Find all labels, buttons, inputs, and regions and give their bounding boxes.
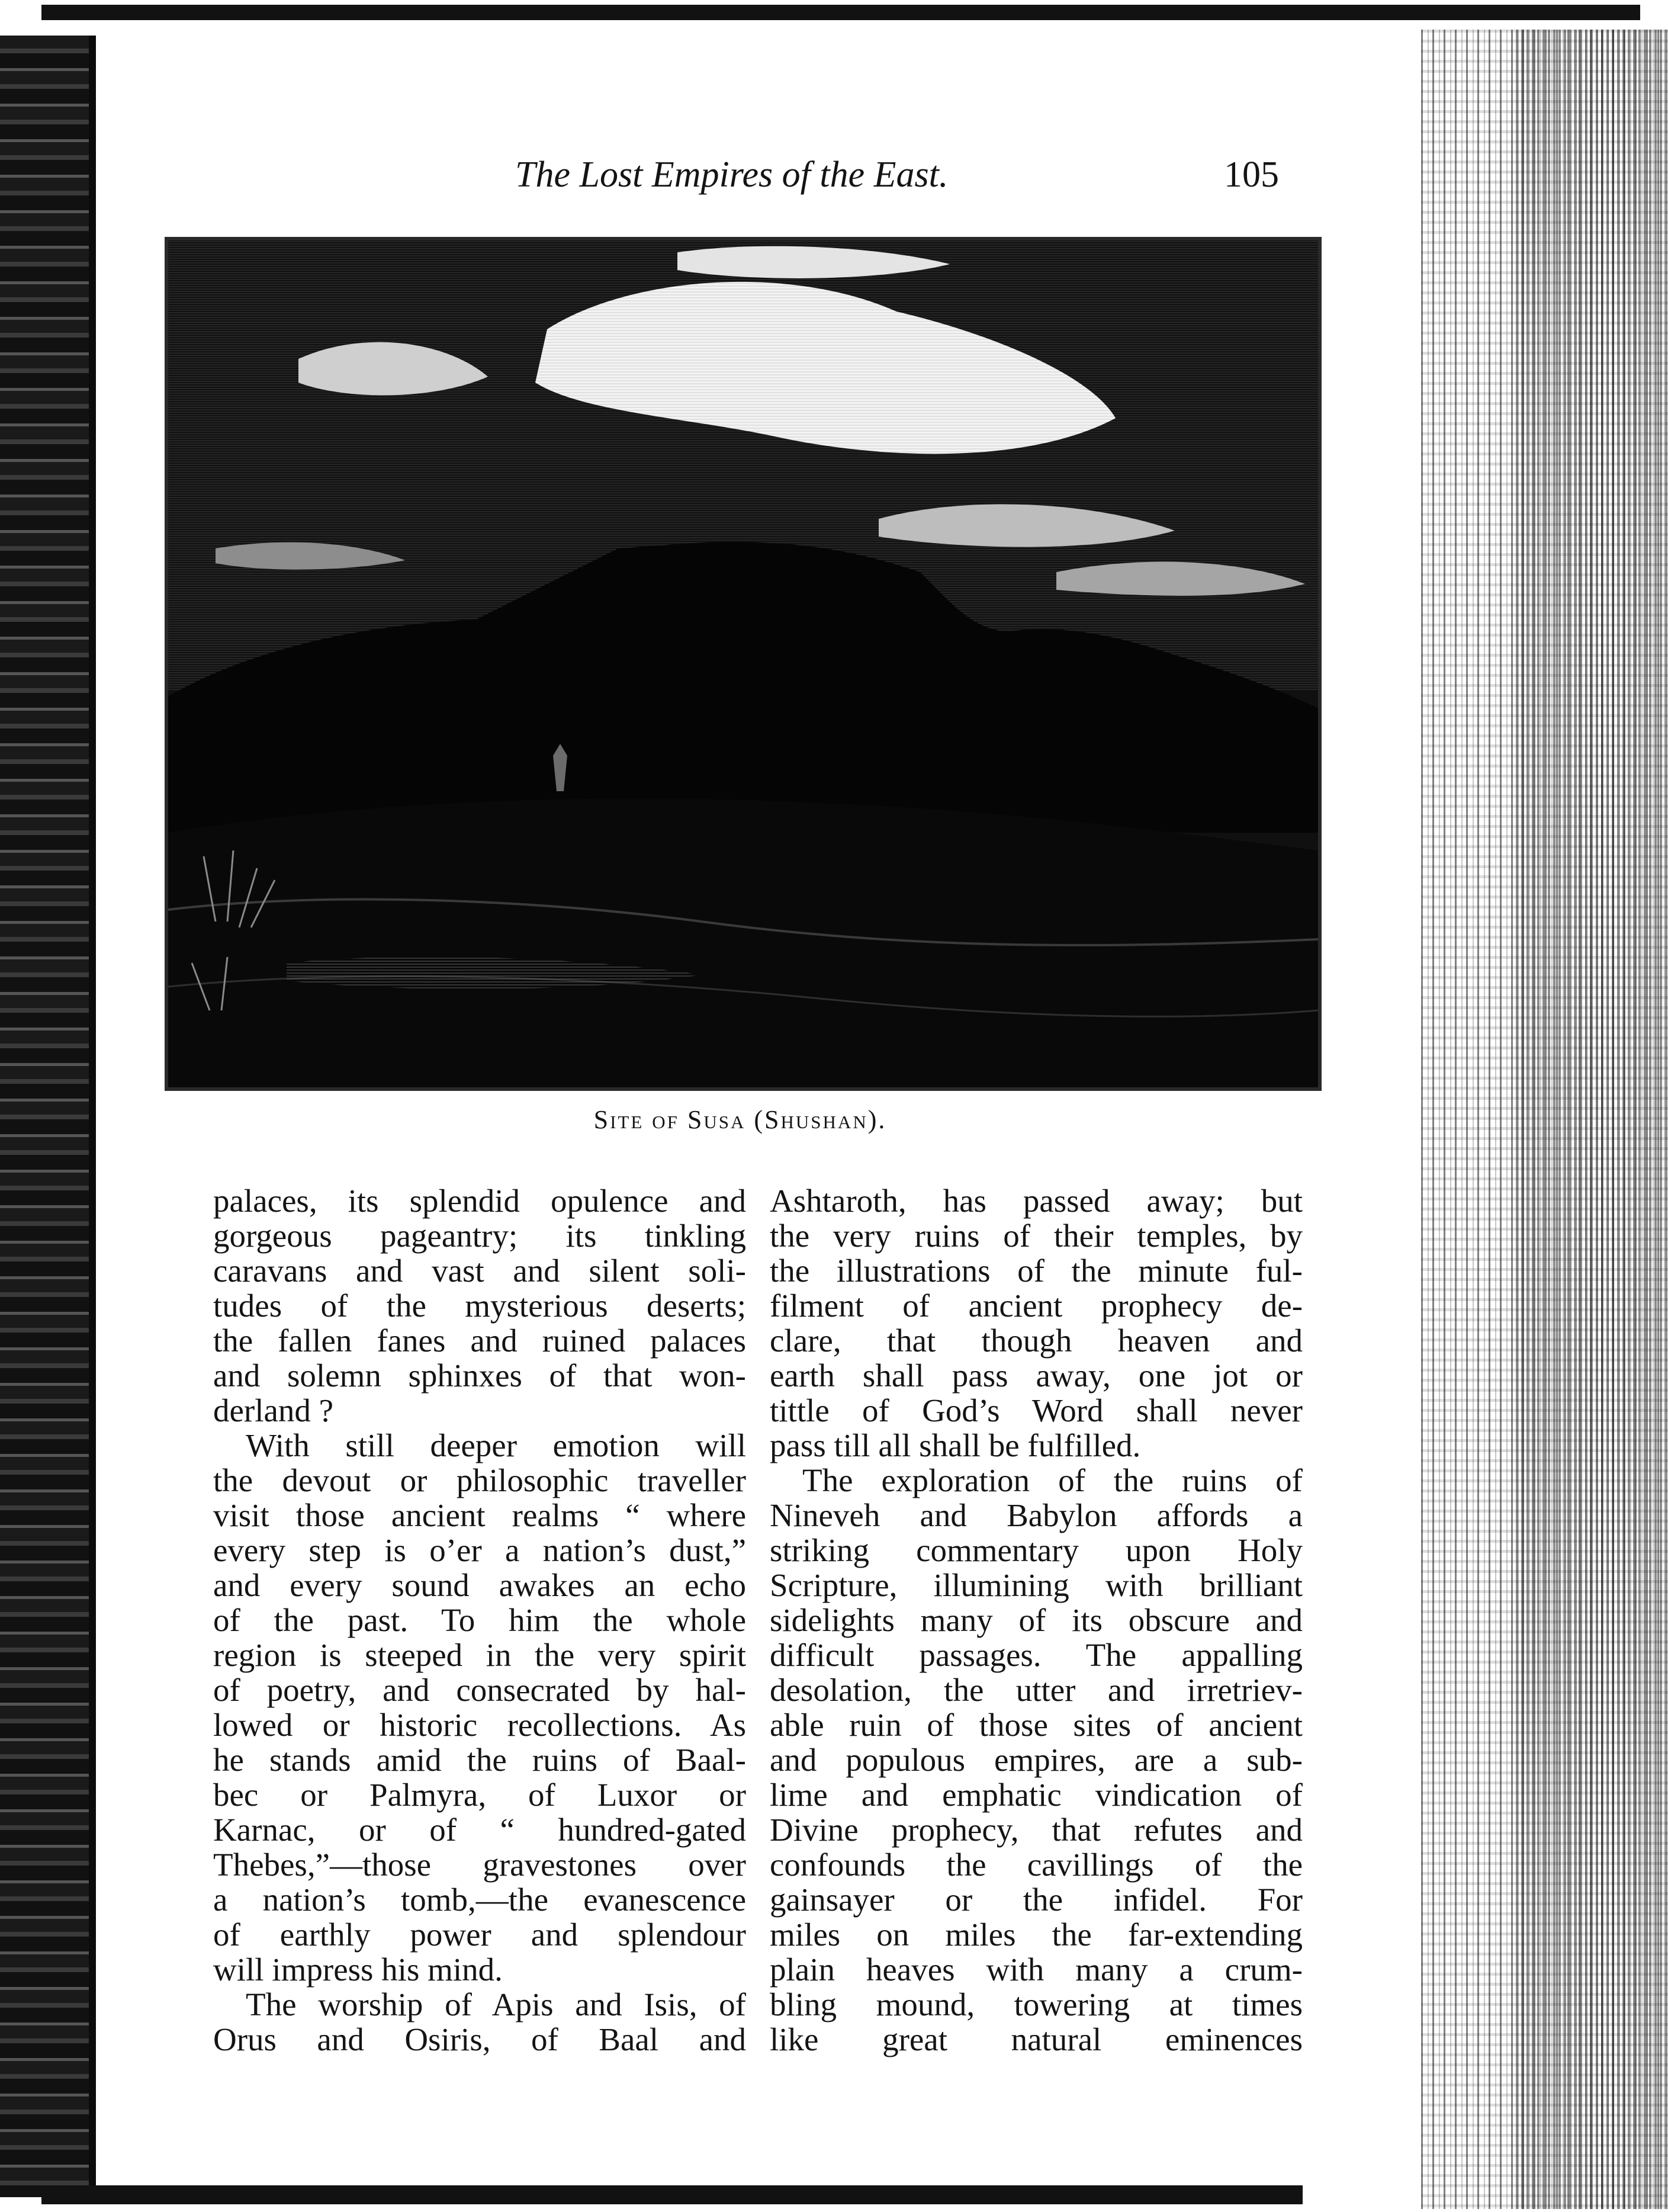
- text-line: lime and emphatic vindication of: [770, 1777, 1303, 1813]
- text-line: Divine prophecy, that refutes and: [770, 1812, 1303, 1848]
- right-text-column: [770, 1183, 1303, 2057]
- text-line: sidelights many of its obscure and: [770, 1602, 1303, 1638]
- text-line: Scripture, illumining with brilliant: [770, 1567, 1303, 1603]
- text-line: striking commentary upon Holy: [770, 1532, 1303, 1568]
- left-text-column: [213, 1183, 746, 2057]
- text-line: visit those ancient realms “ where: [213, 1497, 746, 1533]
- top-border: [41, 5, 1640, 20]
- text-line: the devout or philosophic traveller: [213, 1462, 746, 1498]
- text-line: of poetry, and consecrated by hal-: [213, 1672, 746, 1708]
- text-line: the illustrations of the minute ful-: [770, 1253, 1303, 1289]
- text-line: gainsayer or the infidel. For: [770, 1882, 1303, 1918]
- text-line: of the past. To him the whole: [213, 1602, 746, 1638]
- text-line: the fallen fanes and ruined palaces: [213, 1322, 746, 1359]
- text-line: he stands amid the ruins of Baal-: [213, 1742, 746, 1778]
- text-line: palaces, its splendid opulence and: [213, 1183, 746, 1219]
- text-line: miles on miles the far-extending: [770, 1916, 1303, 1953]
- page-gutter-shadow: [89, 36, 96, 2197]
- text-line: clare, that though heaven and: [770, 1322, 1303, 1359]
- text-line: every step is o’er a nation’s dust,”: [213, 1532, 746, 1568]
- text-line: lowed or historic recollections. As: [213, 1707, 746, 1743]
- bottom-border: [41, 2185, 1303, 2204]
- text-line: and solemn sphinxes of that won-: [213, 1357, 746, 1394]
- text-line: Orus and Osiris, of Baal and: [213, 2021, 746, 2057]
- text-line: Karnac, or of “ hundred-gated: [213, 1812, 746, 1848]
- text-line: able ruin of those sites of ancient: [770, 1707, 1303, 1743]
- text-line: The worship of Apis and Isis, of: [246, 1986, 746, 2022]
- susa-landscape-engraving: [168, 240, 1318, 1087]
- text-line: plain heaves with many a crum-: [770, 1951, 1303, 1988]
- text-line: derland ?: [213, 1392, 334, 1428]
- text-line: will impress his mind.: [213, 1951, 503, 1988]
- text-line: Thebes,”—those gravestones over: [213, 1847, 746, 1883]
- text-line: the very ruins of their temples, by: [770, 1218, 1303, 1254]
- text-line: region is steeped in the very spirit: [213, 1637, 746, 1673]
- running-header: [166, 142, 1279, 207]
- text-line: earth shall pass away, one jot or: [770, 1357, 1303, 1394]
- text-line: desolation, the utter and irretriev-: [770, 1672, 1303, 1708]
- book-spine-edge: [0, 36, 89, 2197]
- engraving-illustration: [165, 237, 1322, 1091]
- text-line: Nineveh and Babylon affords a: [770, 1497, 1303, 1533]
- text-line: caravans and vast and silent soli-: [213, 1253, 746, 1289]
- text-line: The exploration of the ruins of: [802, 1462, 1303, 1498]
- text-line: confounds the cavillings of the: [770, 1847, 1303, 1883]
- text-line: bec or Palmyra, of Luxor or: [213, 1777, 746, 1813]
- text-line: bling mound, towering at times: [770, 1986, 1303, 2022]
- running-title: The Lost Empires of the East.: [515, 155, 949, 195]
- text-line: pass till all shall be fulfilled.: [770, 1427, 1141, 1463]
- text-line: of earthly power and splendour: [213, 1916, 746, 1953]
- text-line: gorgeous pageantry; its tinkling: [213, 1218, 746, 1254]
- text-line: a nation’s tomb,—the evanescence: [213, 1882, 746, 1918]
- text-line: filment of ancient prophecy de-: [770, 1288, 1303, 1324]
- figure-caption: Site of Susa (Shushan).: [593, 1105, 887, 1134]
- page-edge-shadow: [1516, 30, 1668, 2209]
- page-number: 105: [1224, 155, 1279, 195]
- text-line: like great natural eminences: [770, 2021, 1303, 2057]
- text-line: difficult passages. The appalling: [770, 1637, 1303, 1673]
- text-line: and populous empires, are a sub-: [770, 1742, 1303, 1778]
- text-line: Ashtaroth, has passed away; but: [770, 1183, 1303, 1219]
- text-line: tittle of God’s Word shall never: [770, 1392, 1303, 1428]
- text-line: tudes of the mysterious deserts;: [213, 1288, 746, 1324]
- text-line: and every sound awakes an echo: [213, 1567, 746, 1603]
- text-line: With still deeper emotion will: [246, 1427, 746, 1463]
